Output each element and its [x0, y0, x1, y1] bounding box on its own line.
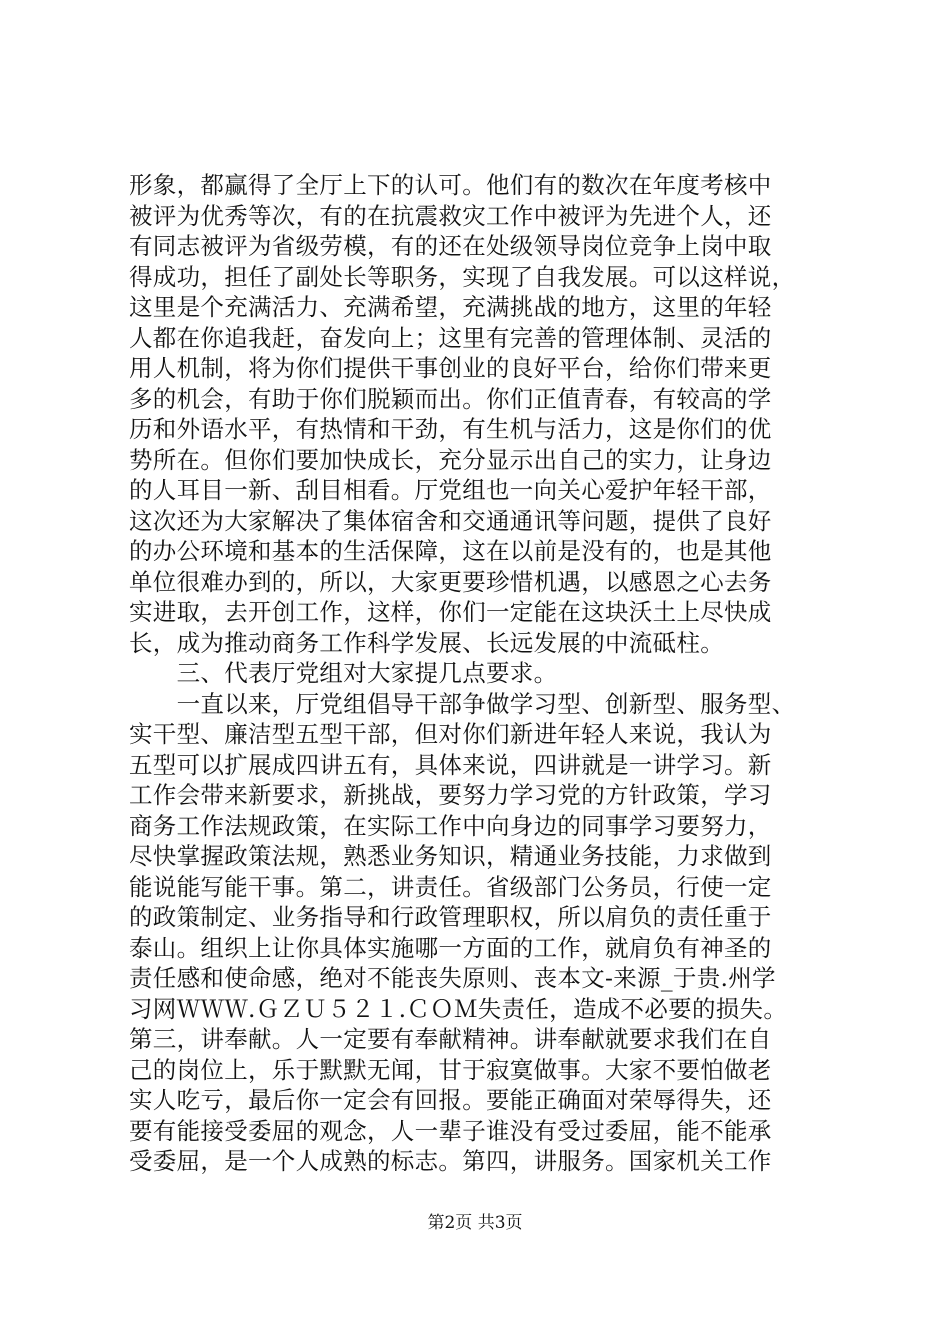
text-line: 长，成为推动商务工作科学发展、长远发展的中流砥柱。 [129, 628, 724, 657]
section-heading: 三、代表厅党组对大家提几点要求。 [129, 659, 558, 687]
text-line: 的政策制定、业务指导和行政管理职权，所以肩负的责任重于 [129, 903, 772, 931]
text-line: 历和外语水平，有热情和干劲，有生机与活力，这是你们的优 [129, 415, 772, 443]
text-line: 实干型、廉洁型五型干部，但对你们新进年轻人来说，我认为 [129, 720, 772, 748]
text-line: 尽快掌握政策法规，熟悉业务知识，精通业务技能，力求做到 [129, 842, 772, 870]
text-line: 要有能接受委屈的观念，人一辈子谁没有受过委屈，能不能承 [129, 1116, 772, 1145]
text-line: 得成功，担任了副处长等职务，实现了自我发展。可以这样说， [129, 262, 796, 291]
text-line: 被评为优秀等次，有的在抗震救灾工作中被评为先进个人，还 [129, 201, 772, 230]
text-line: 泰山。组织上让你具体实施哪一方面的工作，就肩负有神圣的 [129, 933, 772, 962]
text-line: 五型可以扩展成四讲五有，具体来说，四讲就是一讲学习。新 [129, 750, 772, 779]
text-line: 第三，讲奉献。人一定要有奉献精神。讲奉献就要求我们在自 [129, 1025, 772, 1053]
text-line: 习网ＷＷＷ.ＧＺＵ５２１.ＣＯＭ失责任，造成不必要的损失。 [129, 994, 788, 1023]
page-number-footer: 第2页 共3页 [427, 1213, 523, 1233]
text-line: 商务工作法规政策，在实际工作中向身边的同事学习要努力， [129, 811, 772, 840]
body-text [129, 170, 849, 1177]
text-line: 工作会带来新要求，新挑战，要努力学习党的方针政策，学习 [129, 781, 772, 809]
text-line: 这里是个充满活力、充满希望，充满挑战的地方，这里的年轻 [129, 293, 772, 321]
text-line: 有同志被评为省级劳模，有的还在处级领导岗位竞争上岗中取 [129, 232, 772, 260]
text-line: 的办公环境和基本的生活保障，这在以前是没有的，也是其他 [129, 537, 772, 565]
text-line: 形象，都赢得了全厅上下的认可。他们有的数次在年度考核中 [129, 171, 772, 199]
text-line: 势所在。但你们要加快成长，充分显示出自己的实力，让身边 [129, 445, 772, 474]
text-line: 受委屈，是一个人成熟的标志。第四，讲服务。国家机关工作 [129, 1147, 772, 1175]
text-line: 一直以来，厅党组倡导干部争做学习型、创新型、服务型、 [129, 689, 796, 718]
text-line: 这次还为大家解决了集体宿舍和交通通讯等问题，提供了良好 [129, 506, 772, 535]
text-line: 的人耳目一新、刮目相看。厅党组也一向关心爱护年轻干部， [129, 476, 772, 504]
text-line: 用人机制，将为你们提供干事创业的良好平台，给你们带来更 [129, 354, 772, 382]
text-line: 人都在你追我赶，奋发向上；这里有完善的管理体制、灵活的 [129, 323, 772, 352]
text-line: 实人吃亏，最后你一定会有回报。要能正确面对荣辱得失，还 [129, 1086, 772, 1114]
text-line: 多的机会，有助于你们脱颖而出。你们正值青春，有较高的学 [129, 384, 772, 413]
text-line: 能说能写能干事。第二，讲责任。省级部门公务员，行使一定 [129, 872, 772, 901]
text-line: 责任感和使命感，绝对不能丧失原则、丧本文-来源_于贵.州学 [129, 964, 776, 992]
text-line: 实进取，去开创工作，这样，你们一定能在这块沃土上尽快成 [129, 598, 772, 626]
text-line: 己的岗位上，乐于默默无闻，甘于寂寞做事。大家不要怕做老 [129, 1055, 772, 1084]
text-line: 单位很难办到的，所以，大家更要珍惜机遇，以感恩之心去务 [129, 567, 772, 596]
